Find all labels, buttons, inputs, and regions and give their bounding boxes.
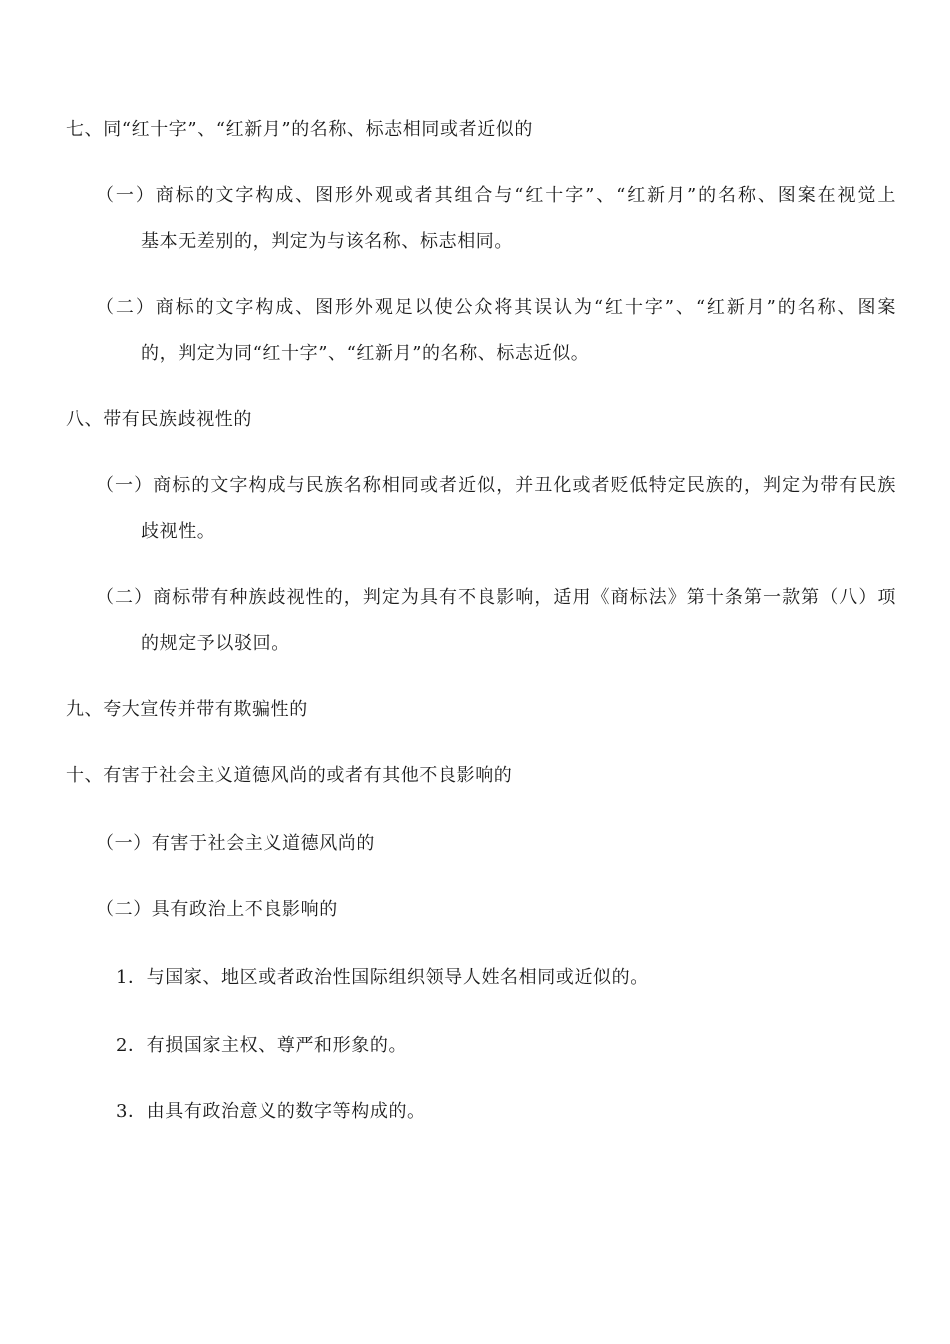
item-7-1-line1: （一）商标的文字构成、图形外观或者其组合与“红十字”、“红新月”的名称、图案在视觉上 [96, 185, 896, 206]
item-8-1-line1: （一）商标的文字构成与民族名称相同或者近似，并丑化或者贬低特定民族的，判定为带有民族 [96, 475, 896, 496]
item-7-1-line2: 基本无差别的，判定为与该名称、标志相同。 [141, 231, 513, 252]
item-10-1: （一）有害于社会主义道德风尚的 [96, 833, 375, 854]
item-8-2-line2: 的规定予以驳回。 [141, 633, 290, 654]
section-heading-8: 八、带有民族歧视性的 [66, 409, 252, 430]
subitem-10-2-3: 3．由具有政治意义的数字等构成的。 [116, 1101, 426, 1122]
section-heading-7: 七、同“红十字”、“红新月”的名称、标志相同或者近似的 [66, 119, 534, 140]
item-8-2-line1: （二）商标带有种族歧视性的，判定为具有不良影响，适用《商标法》第十条第一款第（八）项 [96, 587, 896, 608]
subitem-10-2-1: 1．与国家、地区或者政治性国际组织领导人姓名相同或近似的。 [116, 967, 649, 988]
subitem-10-2-2: 2．有损国家主权、尊严和形象的。 [116, 1035, 408, 1056]
item-7-2-line1: （二）商标的文字构成、图形外观足以使公众将其误认为“红十字”、“红新月”的名称、图案 [96, 297, 896, 318]
item-8-1-line2: 歧视性。 [141, 521, 216, 542]
section-heading-10: 十、有害于社会主义道德风尚的或者有其他不良影响的 [66, 765, 513, 786]
section-heading-9: 九、夸大宣传并带有欺骗性的 [66, 699, 308, 720]
item-10-2: （二）具有政治上不良影响的 [96, 899, 338, 920]
item-7-2-line2: 的，判定为同“红十字”、“红新月”的名称、标志近似。 [141, 343, 590, 364]
